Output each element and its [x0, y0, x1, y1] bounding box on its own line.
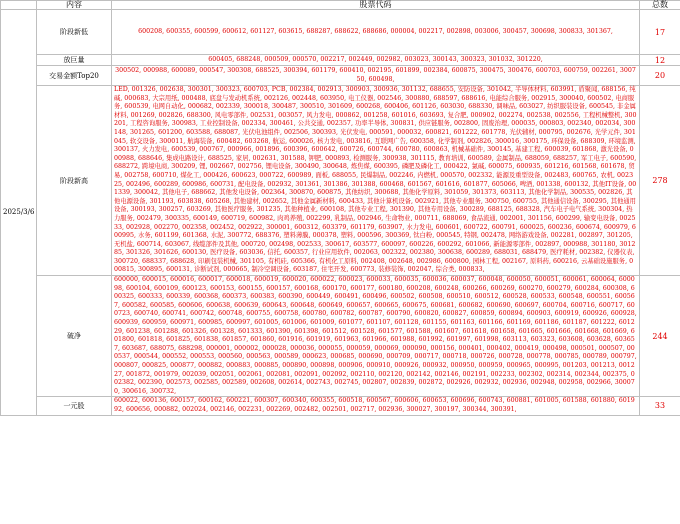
row-total: 278 — [640, 86, 680, 276]
table-row — [1, 10, 680, 55]
table-row — [1, 397, 680, 415]
row-codes: 600022, 600136, 600157, 600162, 600221, 600307, 600340, 600355, 600518, 600567, 600606, 600653, 600696, 600743, 600881, 601005, 601588, 601880, 601992, 600656, 000882, 002024, 002146, 002231, 002269, 002482, 002501, 002717, 002936, 300027, 300197, 300344, 300391, — [112, 397, 640, 415]
row-label: 一元股 — [37, 397, 112, 415]
row-total: 20 — [640, 66, 680, 86]
row-label: 交易金额Top20 — [37, 66, 112, 86]
header-row — [1, 1, 680, 10]
header-codes: 股票代码 — [112, 1, 640, 10]
row-label: 阶段新低 — [37, 10, 112, 55]
header-total: 总数 — [640, 1, 680, 10]
row-label: 阶段新高 — [37, 86, 112, 276]
date-cell: 2025/3/6 — [1, 10, 37, 416]
table-row — [1, 86, 680, 276]
table-row — [1, 55, 680, 66]
row-codes: 600405, 688248, 000509, 000570, 002217, 002449, 002982, 003023, 300143, 300323, 301032, 301220, — [112, 55, 640, 66]
row-codes: 600000, 600015, 600016, 600017, 600018, 600019, 600020, 600022, 600023, 600033, 600035, 600036, 600037, 600048, 600050, 600051, 600061, 600064, 600098, 600104, 600109, 600123, 600153, 600155, 600157, 600168, 600170, 600177, 600180, 600208, 600248, 600266, 600269, 600270, 600279, 600284, 600308, 600325, 600333, 600339, 600368, 600373, 600383, 600390, 600449, 600491, 600496, 600502, 600508, 600510, 600512, 600528, 600533, 600548, 600551, 600567, 600582, 600585, 600606, 600638, 600639, 600643, 600648, 600649, 600657, 600665, 600675, 600681, 600682, 600690, 600697, 600704, 600716, 600717, 600723, 600740, 600741, 600742, 600748, 600755, 600758, 600780, 600782, 600787, 600790, 600820, 600827, 600859, 600894, 600903, 600919, 600926, 600928, 600939, 600959, 600971, 600985, 600997, 601005, 601006, 601009, 601077, 601107, 601128, 601155, 601163, 601166, 601169, 601186, 601187, 601222, 601229, 601238, 601288, 601326, 601328, 601333, 601390, 601398, 601512, 601528, 601577, 601588, 601607, 601618, 601658, 601665, 601666, 601668, 601669, 601800, 601818, 601825, 601838, 601857, 601860, 601916, 601919, 601963, 601966, 601988, 601992, 601997, 601998, 603113, 603323, 603608, 603628, 603657, 603687, 688075, 688298, 000001, 000002, 000028, 000036, 000055, 000059, 000069, 000090, 000156, 000401, 000402, 000419, 000498, 000501, 000507, 000537, 000544, 000552, 000553, 000560, 000563, 000589, 000623, 000685, 000690, 000709, 000717, 000718, 000726, 000728, 000778, 000785, 000789, 000797, 000807, 000825, 000877, 000882, 000883, 000885, 000890, 000898, 000906, 000910, 000926, 000932, 000950, 000959, 000965, 000995, 001203, 001213, 001227, 001872, 001979, 002039, 002051, 002061, 002081, 002091, 002092, 002110, 002120, 002142, 002146, 002191, 002233, 002302, 002314, 002344, 002375, 002382, 002390, 002573, 002585, 002589, 002608, 002614, 002743, 002745, 002807, 002839, 002872, 002926, 002932, 002936, 002948, 002958, 002966, 300070, 300616, 300732, — [112, 276, 640, 397]
row-label: 放巨量 — [37, 55, 112, 66]
row-total: 17 — [640, 10, 680, 55]
header-content: 内容 — [37, 1, 112, 10]
row-label: 破净 — [37, 276, 112, 397]
row-codes: LED, 001326, 002638, 300301, 300323, 600703, PCB, 002384, 002913, 300903, 300936, 301132, 688655, 安防设备, 301042, 半导体材料, 603991, 盾聚闻, 688156, 纯碱, 000683, 大宗用纸, 000488, 底盘与发动机系统, 002126, 002448, 603950, 电工仪器, 002546, 300880, 688597, 688616, 电能综合服务, 002915, 300040, 600502, 电商服务, 600539, 电网自动化, 000682, 002339, 300018, 300487, 300510, 301609, 600268, 600406, 601126, 603030, 688330, 调味品, 603027, 纺织服装设备, 600545, 非金属材料, 001269, 002826, 688300, 风电零部件, 002531, 003057, 风力发电, 000862, 001258, 601016, 603693, 复合肥, 000902, 002274, 002538, 002556, 工程机械整机, 300201, 工程咨询服务, 300983, 工业控制设备, 002334, 300461, 公共交通, 002357, 功率半导体, 300831, 供应链服务, 002800, 固废治理, 000035, 000803, 002340, 002034, 300148, 301265, 601200, 603588, 688087, 光伏电池组件, 002506, 300393, 光伏发电, 000591, 000032, 600821, 601222, 601778, 光伏辅材, 000795, 002676, 光学元件, 301045, 软交设备, 300011, 航海装备, 600482, 603268, 航运, 600026, 核力发电, 003816, 互联网广告, 600358, 化学制剂, 002826, 300016, 300175, 环保设备, 688309, 环境监测, 300137, 火力发电, 600539, 000767, 000966, 001896, 600396, 600642, 600726, 600744, 600780, 600863, 机械基础件, 300145, 基建工程, 600039, 601868, 激光设备, 000988, 688646, 集成电路设计, 688525, 家居, 002631, 301588, 钾肥, 000893, 检测服务, 300938, 301115, 教育培训, 600589, 金属制品, 688059, 688257, 军工电子, 600590, 688272, 跨境电商, 300209, 锂, 002667, 002756, 锂电设备, 300490, 300648, 炼焦煤, 600395, 磷肥及磷化工, 000422, 氯碱, 600075, 600935, 601216, 601568, 601678, 贸易, 002758, 600710, 煤化工, 000426, 600623, 000722, 600989, 面板, 688055, 民爆制品, 002246, 内燃机, 000570, 002332, 能源及重型设备, 002483, 600765, 农机, 002325, 002496, 600289, 600986, 600731, 配电设备, 002932, 301361, 301386, 301388, 600468, 601567, 601616, 601877, 605066, 啤酒, 001338, 600132, 其他IT设备, 001339, 300042, 其他电子, 688662, 其他发电设备, 002364, 300870, 600875, 其他纺织, 300688, 其他化学原料, 301059, 301373, 603113, 其他化学制品, 300535, 002826, 其他电源设备, 301193, 603838, 605268, 其他建材, 002652, 其他金属新材料, 600433, 其他计算机设备, 002921, 其他专业服务, 300750, 600755, 其他通信设备, 300295, 其他通用设备, 300193, 300257, 603269, 其他医疗服务, 301235, 其他种植业, 600108, 其他专业工程, 301390, 其他专用设备, 300289, 688125, 688328, 汽车电子电气系统, 300304, 热力服务, 002479, 300335, 600149, 600719, 600982, 肉鸡养殖, 002299, 乳制品, 002946, 生命物业, 000711, 688069, 食品流通, 002001, 301156, 600299, 输变电设备, 002533, 002928, 002270, 002358, 002452, 002922, 300001, 600312, 603379, 601179, 603907, 水力发电, 600601, 600722, 600791, 600025, 600236, 600674, 600979, 600995, 水务, 601199, 601368, 水泥, 300772, 688376, 塑料薄膜, 000378, 塑料, 000596, 300369, 钛白粉, 000545, 特钢, 002478, 网络游戏设备, 002281, 002897, 301205, 无机盐, 600714, 603067, 线缆部件及其他, 000720, 002498, 002533, 300617, 603577, 600097, 600226, 600292, 601066, 新能源零部件, 002897, 000988, 301180, 301285, 301326, 301626, 600130, 医疗设备, 603036, 信托, 600357, 行业应用软件, 002063, 002322, 002380, 300638, 600289, 688031, 688479, 医疗耗材, 002382, 仪器仪表, 300720, 688337, 688628, 印刷包装机械, 301105, 有机硅, 605366, 有机化工原料, 002408, 002648, 002986, 600800, 园林工程, 002167, 原料药, 600216, 云基础设施服务, 000815, 300895, 600131, 诊断试剂, 000665, 制冷空调设备, 603187, 住宅开发, 600773, 装修装饰, 002047, 综合类, 000833, — [112, 86, 640, 276]
row-total: 244 — [640, 276, 680, 397]
header-date-cell — [1, 1, 37, 10]
table-row — [1, 276, 680, 397]
row-total: 33 — [640, 397, 680, 415]
table-row — [1, 66, 680, 86]
row-codes: 300502, 000988, 600089, 000547, 300308, 688525, 300394, 601179, 600410, 002195, 601899, 002384, 600875, 300475, 300476, 600703, 600759, 002261, 300750, 600498, — [112, 66, 640, 86]
row-total: 12 — [640, 55, 680, 66]
row-codes: 600208, 600355, 600599, 600612, 601127, 603615, 688287, 688622, 688686, 000004, 002217, 002898, 003006, 300457, 300698, 300833, 301367, — [112, 10, 640, 55]
